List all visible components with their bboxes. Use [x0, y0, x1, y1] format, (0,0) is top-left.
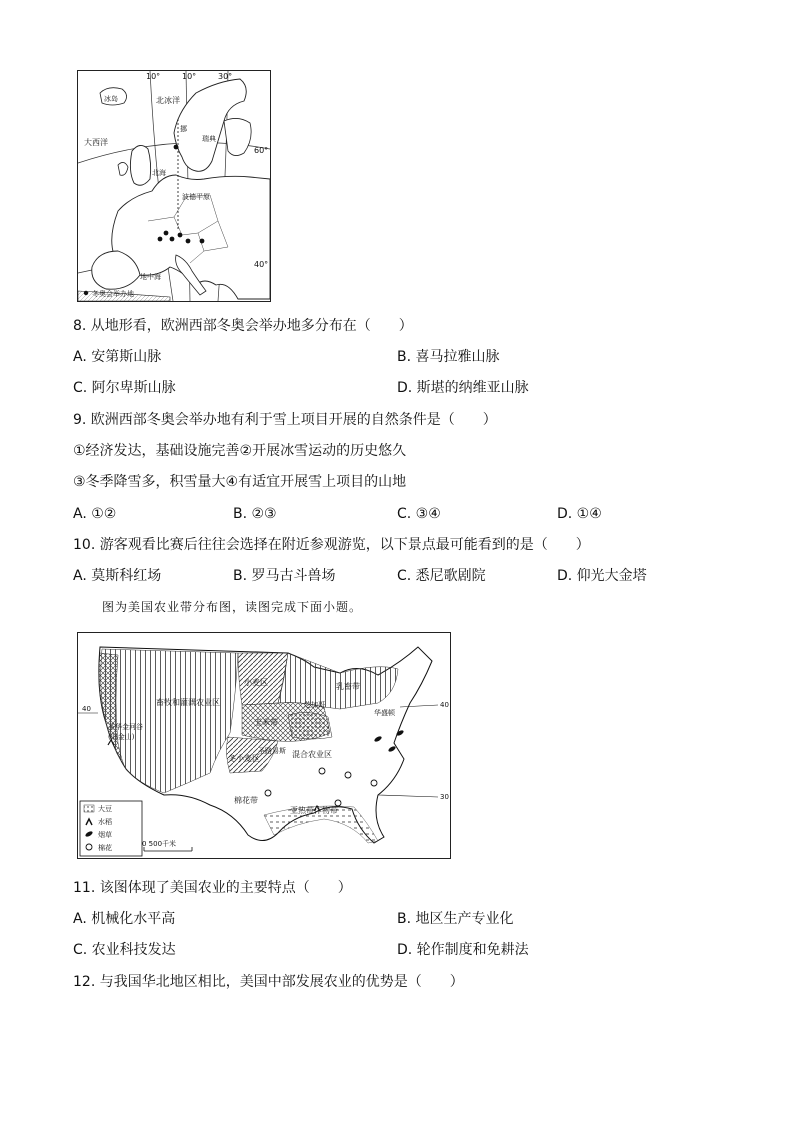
- legend-rice: 水稻: [98, 818, 112, 826]
- q10-option-a[interactable]: A. 莫斯科红场: [73, 568, 162, 584]
- dairy-belt-region: [278, 653, 398, 709]
- lon-label: 10°: [182, 72, 197, 81]
- europe-map: [77, 70, 271, 302]
- lat-label: 60°: [254, 146, 269, 155]
- cotton-symbol: [319, 768, 325, 774]
- host-dot: [200, 239, 205, 244]
- st-louis-label: 圣路易斯: [258, 747, 286, 755]
- mixed-label: 混合农业区: [292, 750, 332, 759]
- host-dot: [158, 237, 163, 242]
- san-francisco-label: (旧金山): [108, 733, 135, 741]
- cotton-symbol: [265, 790, 271, 796]
- north-sea-label: 北海: [152, 169, 166, 177]
- q10-option-b[interactable]: B. 罗马古斗兽场: [233, 568, 336, 584]
- lon-label: 30°: [218, 72, 233, 81]
- q9-stem: 9. 欧洲西部冬奥会举办地有利于雪上项目开展的自然条件是（ ）: [73, 412, 497, 428]
- host-dot: [174, 145, 179, 150]
- lat-label: 40: [440, 701, 449, 709]
- legend-label: 冬奥会举办地: [92, 290, 134, 298]
- soybean-region: [288, 712, 332, 739]
- usa-map-svg: [78, 633, 450, 858]
- q8-option-a[interactable]: A. 安第斯山脉: [73, 349, 162, 365]
- corn-label: 玉米带: [254, 718, 278, 727]
- legend-soybean: 大豆: [98, 805, 112, 813]
- soybean-legend-swatch: [84, 805, 94, 812]
- ranching-label: 畜牧和灌溉农业区: [156, 698, 220, 707]
- norway-label: 挪: [180, 125, 187, 133]
- legend-tobacco: 烟草: [98, 831, 112, 839]
- host-dot: [170, 237, 175, 242]
- host-dot: [178, 233, 183, 238]
- q11-stem: 11. 该图体现了美国农业的主要特点（ ）: [73, 880, 352, 896]
- cotton-symbol: [345, 772, 351, 778]
- cotton-legend-icon: [86, 844, 92, 850]
- q11-option-c[interactable]: C. 农业科技发达: [73, 942, 176, 958]
- q10-stem: 10. 游客观看比赛后往往会选择在附近参观游览，以下景点最可能看到的是（ ）: [73, 537, 590, 553]
- ireland-shape: [118, 162, 128, 175]
- q9-statement-1: ①经济发达，基础设施完善②开展冰雪运动的历史悠久: [73, 443, 407, 459]
- sweden-label: 瑞典: [202, 135, 216, 143]
- lat-label: 40°: [254, 260, 269, 269]
- mediterranean-label: 地中海: [140, 273, 161, 281]
- q10-option-d[interactable]: D. 仰光大金塔: [557, 568, 647, 584]
- q12-stem: 12. 与我国华北地区相比，美国中部发展农业的优势是（ ）: [73, 974, 464, 990]
- atlantic-label: 大西洋: [84, 138, 108, 147]
- q8-option-d[interactable]: D. 斯堪的纳维亚山脉: [397, 380, 529, 396]
- washington-label: 华盛顿: [374, 709, 395, 717]
- cotton-label: 棉花带: [234, 796, 258, 805]
- q9-option-b[interactable]: B. ②③: [233, 506, 277, 522]
- q11-option-d[interactable]: D. 轮作制度和免耕法: [397, 942, 529, 958]
- chicago-label: 芝加哥: [304, 701, 325, 709]
- subtropical-label: 亚热带作物带: [290, 806, 338, 815]
- scale-label: 0 500千米: [142, 840, 177, 848]
- spring-wheat-label: 小麦区: [244, 678, 268, 687]
- q9-statement-2: ③冬季降雪多，积雪量大④有适宜开展雪上项目的山地: [73, 474, 407, 490]
- q8-option-b[interactable]: B. 喜马拉雅山脉: [397, 349, 500, 365]
- cotton-symbol: [371, 780, 377, 786]
- q11-option-b[interactable]: B. 地区生产专业化: [397, 911, 514, 927]
- host-dot: [186, 239, 191, 244]
- dairy-label: 乳畜带: [336, 682, 360, 691]
- usa-map: [77, 632, 451, 859]
- iceland-label: 冰岛: [104, 95, 118, 103]
- q9-option-c[interactable]: C. ③④: [397, 506, 441, 522]
- q11-option-a[interactable]: A. 机械化水平高: [73, 911, 176, 927]
- lon-label: 10°: [146, 72, 161, 81]
- san-joaquin-label: 圣华金河谷: [108, 723, 143, 731]
- lat-label: 40: [82, 705, 91, 713]
- q9-option-a[interactable]: A. ①②: [73, 506, 117, 522]
- lat-label: 30: [440, 793, 449, 801]
- q8-stem: 8. 从地形看，欧洲西部冬奥会举办地多分布在（ ）: [73, 318, 413, 334]
- host-dot: [164, 231, 169, 236]
- legend-dot: [84, 291, 88, 295]
- europe-map-svg: [78, 71, 270, 301]
- baltic-plain-label: 波德平原: [182, 193, 210, 201]
- intro-text: 图为美国农业带分布图，读图完成下面小题。: [102, 600, 363, 614]
- legend-cotton: 棉花: [98, 844, 112, 852]
- q8-option-c[interactable]: C. 阿尔卑斯山脉: [73, 380, 176, 396]
- winter-wheat-label: 冬小麦区: [228, 754, 260, 763]
- q10-option-c[interactable]: C. 悉尼歌剧院: [397, 568, 486, 584]
- finland-shape: [224, 118, 251, 155]
- arctic-ocean-label: 北冰洋: [156, 96, 180, 105]
- q9-option-d[interactable]: D. ①④: [557, 506, 602, 522]
- britain-shape: [130, 145, 150, 185]
